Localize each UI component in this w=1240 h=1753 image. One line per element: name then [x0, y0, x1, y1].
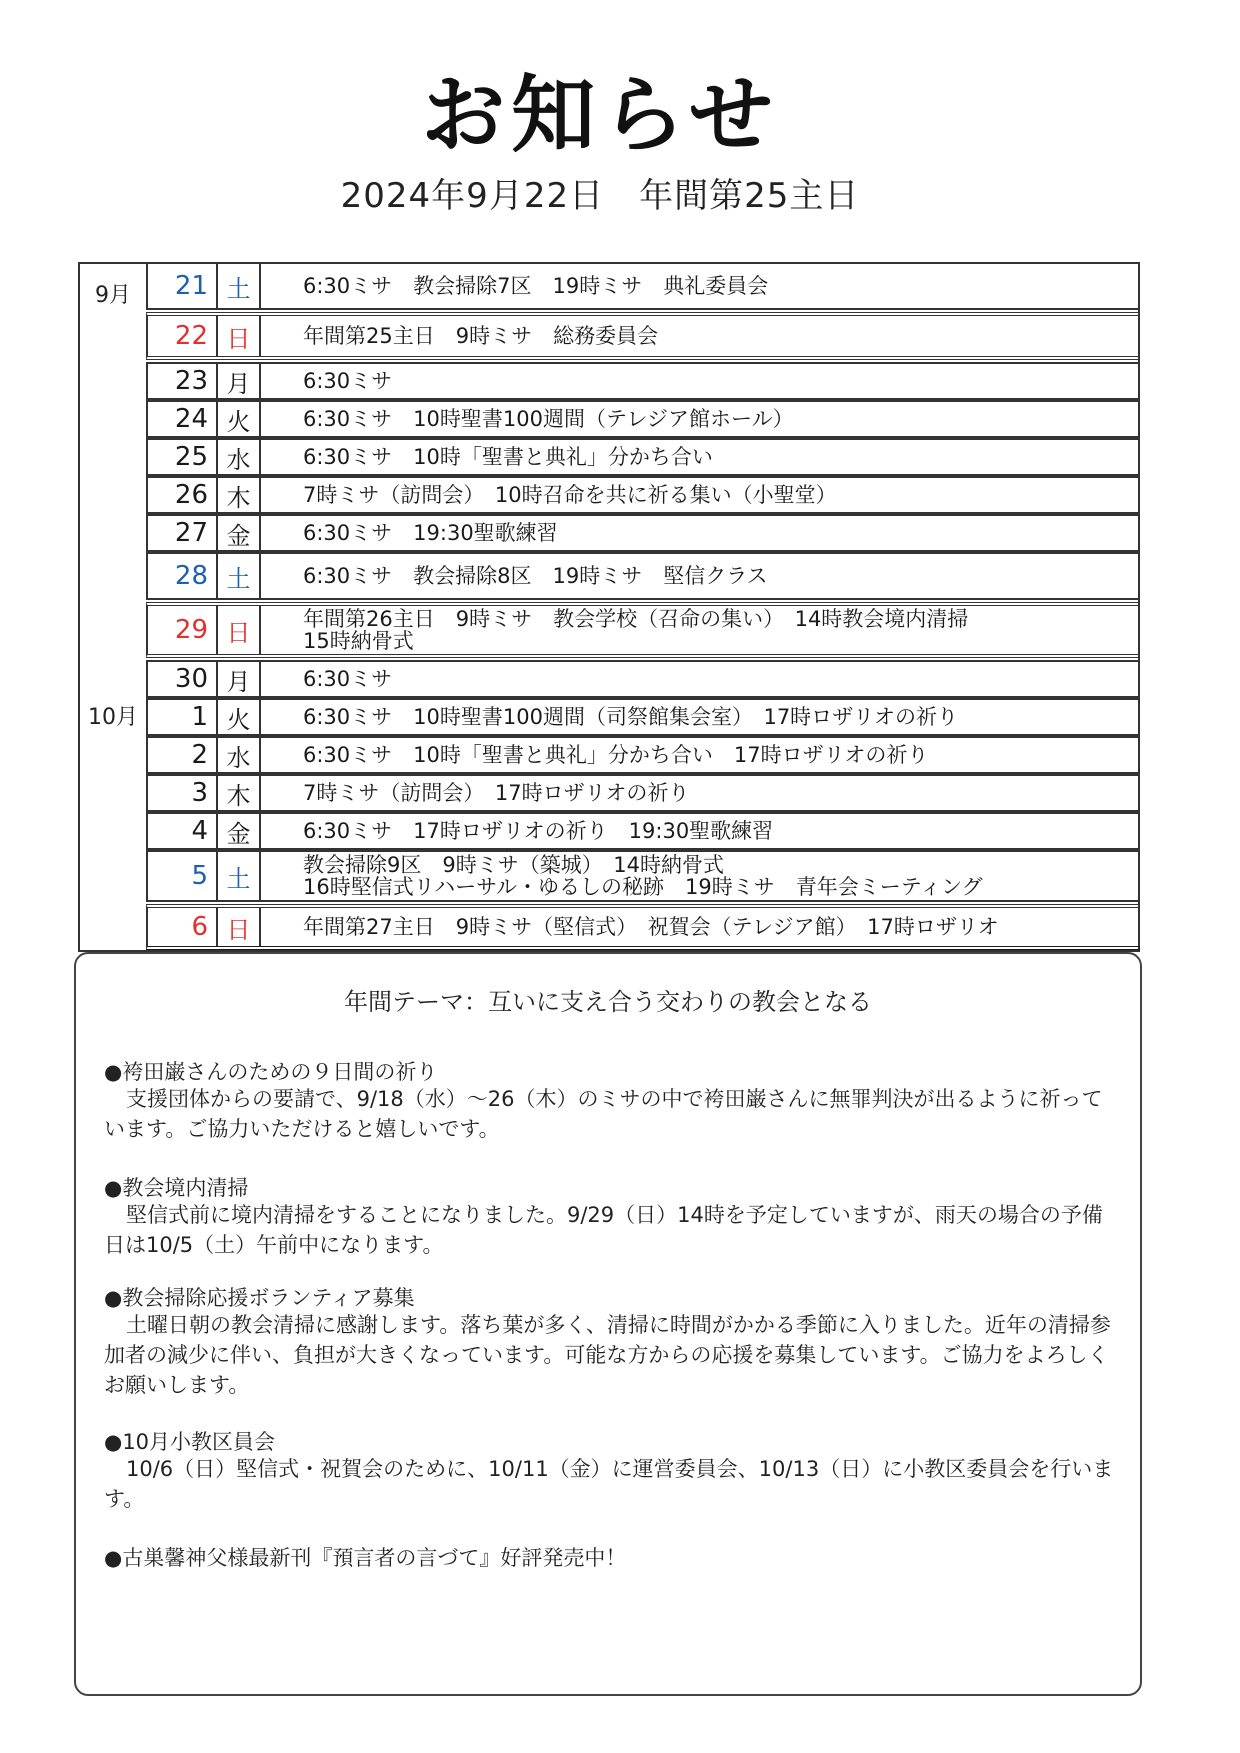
notice-heading: ●教会掃除応援ボランティア募集	[104, 1286, 415, 1310]
schedule-weekday: 土	[216, 554, 261, 598]
notice-body: 支援団体からの要請で、9/18（水）～26（木）のミサの中で袴田巌さんに無罪判決が出るように祈っています。ご協力いただけると嬉しいです。	[104, 1087, 1103, 1141]
month-label-september: 9月	[95, 283, 131, 308]
notice-heading: ●教会境内清掃	[104, 1176, 249, 1200]
schedule-weekday: 日	[216, 606, 261, 654]
schedule-weekday: 火	[216, 402, 261, 436]
schedule-events: 6:30ミサ 19:30聖歌練習	[303, 521, 558, 545]
notice-heading: ●古巣馨神父様最新刊『預言者の言づて』好評発売中！	[104, 1546, 627, 1570]
notices-box	[74, 952, 1142, 1696]
schedule-row	[146, 438, 1140, 476]
schedule-day: 24	[174, 404, 208, 434]
month-label-october: 10月	[88, 705, 138, 730]
schedule-day: 2	[191, 740, 208, 770]
schedule-events: 年間第26主日 9時ミサ 教会学校（召命の集い） 14時教会境内清掃 15時納骨式	[303, 607, 969, 653]
schedule-events: 6:30ミサ	[303, 667, 393, 691]
schedule-weekday: 土	[216, 264, 261, 308]
schedule-row	[146, 400, 1140, 438]
schedule-day: 23	[174, 366, 208, 396]
schedule-events: 年間第27主日 9時ミサ（堅信式） 祝賀会（テレジア館） 17時ロザリオ	[303, 915, 999, 939]
schedule-day: 25	[174, 442, 208, 472]
schedule-row	[146, 904, 1140, 950]
schedule-events: 6:30ミサ 教会掃除7区 19時ミサ 典礼委員会	[303, 274, 769, 298]
schedule-events: 年間第25主日 9時ミサ 総務委員会	[303, 324, 659, 348]
schedule-weekday: 木	[216, 478, 261, 512]
notice-body: 10/6（日）堅信式・祝賀会のために、10/11（金）に運営委員会、10/13（日）に小教区委員会を行います。	[104, 1457, 1114, 1511]
schedule-weekday: 火	[216, 700, 261, 734]
notice-heading: ●10月小教区員会	[104, 1430, 276, 1454]
schedule-weekday: 月	[216, 364, 261, 398]
schedule-events: 6:30ミサ 10時「聖書と典礼」分かち合い 17時ロザリオの祈り	[303, 743, 929, 767]
schedule-day: 21	[174, 271, 208, 301]
schedule-events: 6:30ミサ 教会掃除8区 19時ミサ 堅信クラス	[303, 564, 768, 588]
schedule-day: 26	[174, 480, 208, 510]
schedule-events: 6:30ミサ 10時聖書100週間（テレジア館ホール）	[303, 407, 794, 431]
schedule-weekday: 金	[216, 814, 261, 848]
schedule-row	[146, 698, 1140, 736]
schedule-weekday: 月	[216, 662, 261, 696]
schedule-day: 4	[191, 816, 208, 846]
schedule-row	[146, 812, 1140, 850]
annual-theme: 年間テーマ：互いに支え合う交わりの教会となる	[344, 988, 872, 1016]
notice-body: 堅信式前に境内清掃をすることになりました。9/29（日）14時を予定していますが、雨天の場合の予備日は10/5（土）午前中になります。	[104, 1203, 1103, 1257]
schedule-weekday: 水	[216, 440, 261, 474]
schedule-row	[146, 552, 1140, 600]
schedule-row	[146, 312, 1140, 360]
schedule-day: 1	[191, 702, 208, 732]
schedule-day: 5	[191, 861, 208, 891]
schedule-day: 30	[174, 664, 208, 694]
schedule-day: 6	[191, 912, 208, 942]
page-title: お知らせ	[421, 66, 779, 164]
schedule-events: 7時ミサ（訪問会） 10時召命を共に祈る集い（小聖堂）	[303, 483, 837, 507]
schedule-row	[146, 774, 1140, 812]
schedule-events: 6:30ミサ 17時ロザリオの祈り 19:30聖歌練習	[303, 819, 774, 843]
schedule-events: 6:30ミサ 10時聖書100週間（司祭館集会室） 17時ロザリオの祈り	[303, 705, 958, 729]
schedule-row	[146, 660, 1140, 698]
schedule-events: 7時ミサ（訪問会） 17時ロザリオの祈り	[303, 781, 690, 805]
schedule-row	[146, 476, 1140, 514]
schedule-weekday: 日	[216, 908, 261, 946]
schedule-day: 29	[174, 615, 208, 645]
schedule-table	[78, 262, 1140, 952]
notice-heading: ●袴田巌さんのための９日間の祈り	[104, 1060, 438, 1084]
schedule-row	[146, 736, 1140, 774]
schedule-weekday: 木	[216, 776, 261, 810]
schedule-weekday: 土	[216, 852, 261, 900]
schedule-weekday: 日	[216, 316, 261, 356]
schedule-row	[146, 362, 1140, 400]
schedule-events: 教会掃除9区 9時ミサ（築城） 14時納骨式 16時堅信式リハーサル・ゆるしの秘跡 19時ミサ 青年会ミーティング	[303, 853, 983, 899]
schedule-row	[146, 264, 1140, 310]
schedule-weekday: 水	[216, 738, 261, 772]
schedule-weekday: 金	[216, 516, 261, 550]
schedule-day: 3	[191, 778, 208, 808]
schedule-row	[146, 602, 1140, 658]
schedule-day: 22	[174, 321, 208, 351]
schedule-row	[146, 514, 1140, 552]
schedule-day: 28	[174, 561, 208, 591]
schedule-events: 6:30ミサ 10時「聖書と典礼」分かち合い	[303, 445, 713, 469]
page-subtitle: 2024年9月22日 年間第25主日	[340, 176, 860, 216]
schedule-day: 27	[174, 518, 208, 548]
schedule-events: 6:30ミサ	[303, 369, 393, 393]
notice-body: 土曜日朝の教会清掃に感謝します。落ち葉が多く、清掃に時間がかかる季節に入りました。近年の清掃参加者の減少に伴い、負担が大きくなっています。可能な方からの応援を募集しています。ご協力をよろしくお願いします。	[104, 1313, 1111, 1397]
schedule-row	[146, 850, 1140, 902]
